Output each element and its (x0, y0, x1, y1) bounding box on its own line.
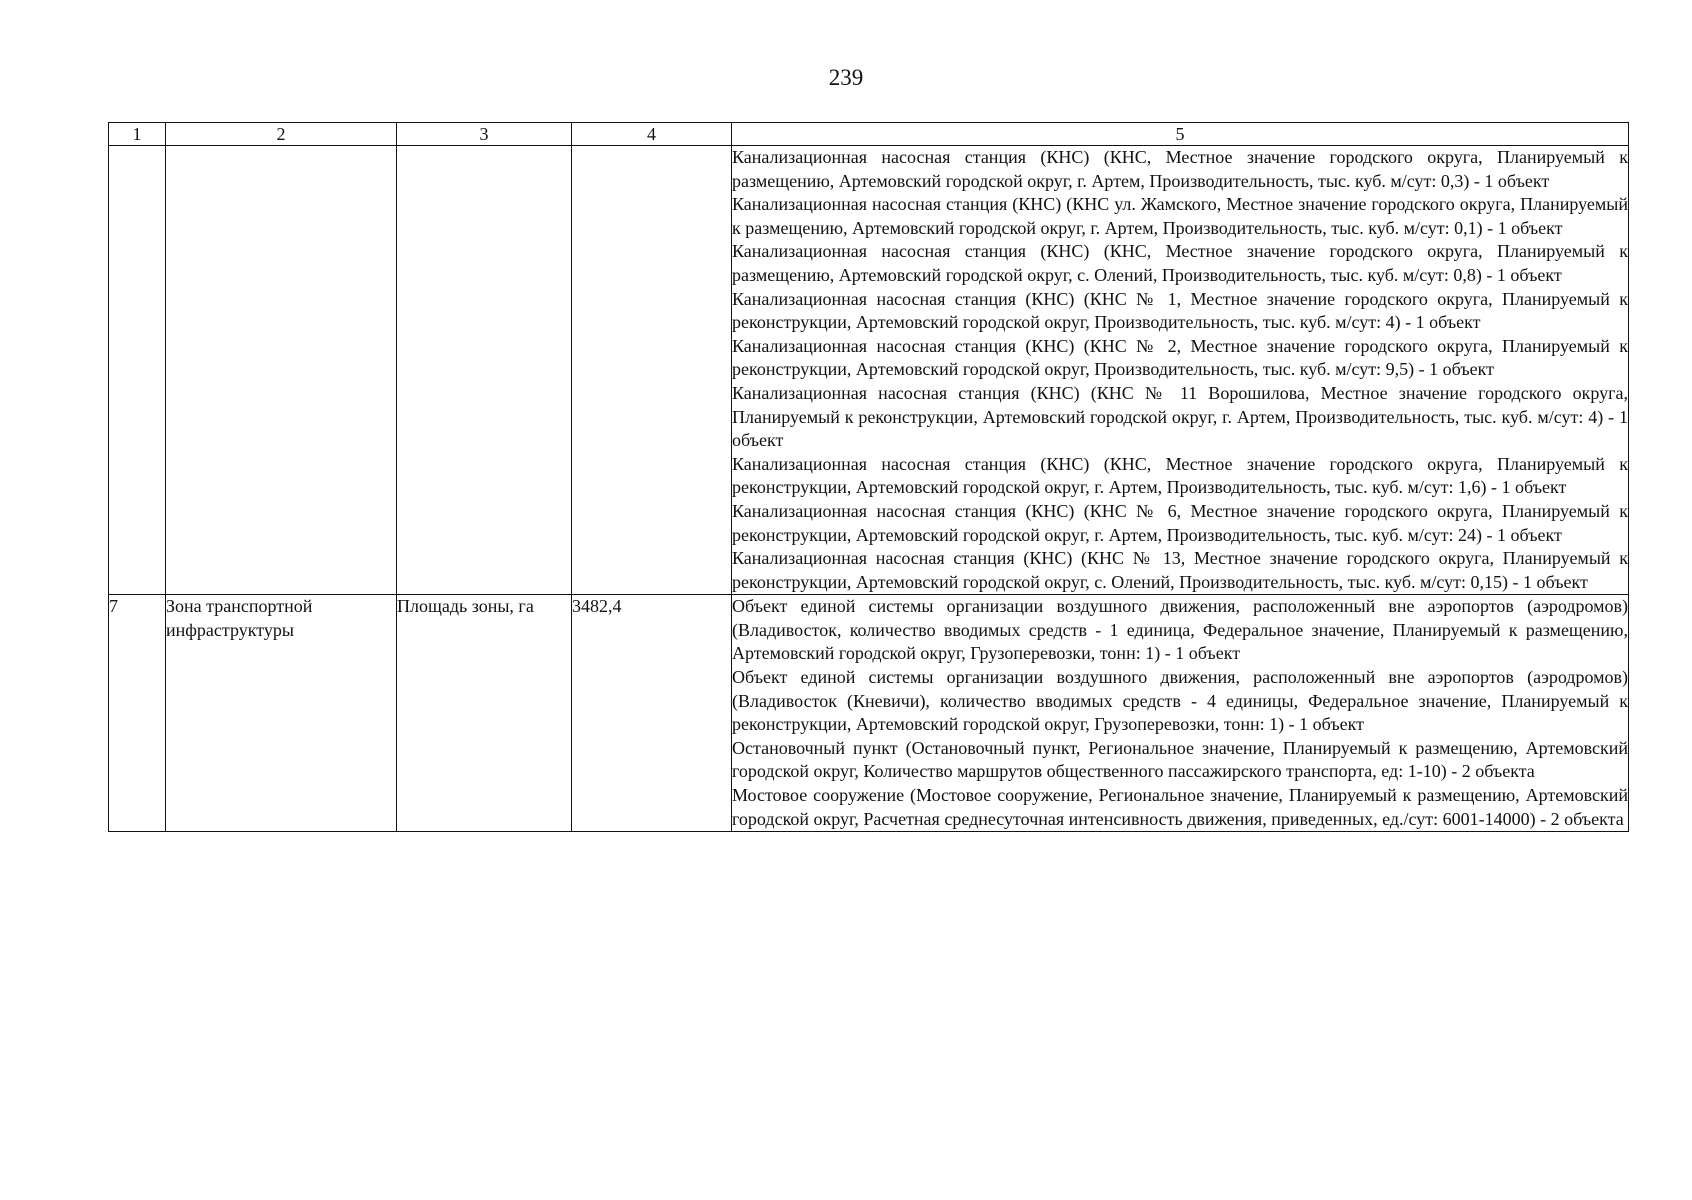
object-entry: Остановочный пункт (Остановочный пункт, Региональное значение, Планируемый к размещению, Артемовский городской округ, Количество маршрутов общественного пассажирского транспорта, ед: 1-10) - 2 объекта (732, 737, 1628, 782)
header-col-5: 5 (732, 123, 1629, 146)
document-table (108, 122, 1629, 832)
row-number-cell (109, 146, 166, 595)
header-col-2: 2 (166, 123, 397, 146)
objects-cell (732, 595, 1629, 832)
object-entry: Мостовое сооружение (Мостовое сооружение, Региональное значение, Планируемый к размещению, Артемовский городской округ, Расчетная среднесуточная интенсивность движения, приведенных, ед./сут: 6001-14000) - 2 объекта (732, 785, 1628, 829)
zone-name-cell: Зона транспортной инфраструктуры (166, 595, 397, 832)
object-entry: Канализационная насосная станция (КНС) (КНС № 6, Местное значение городского округа, Планируемый к реконструкции, Артемовский городской округ, г. Артем, Производительность, тыс. куб. м/сут: 24) - 1 объект (732, 500, 1628, 545)
object-entry: Объект единой системы организации воздушного движения, расположенный вне аэропортов (аэродромов) (Владивосток (Кневичи), количество вводимых средств - 4 единицы, Федеральное значение, Планируемый к реконструкции, Артемовский городской округ, Грузоперевозки, тонн: 1) - 1 объект (732, 667, 1628, 735)
object-entry: Канализационная насосная станция (КНС) (КНС ул. Жамского, Местное значение городского округа, Планируемый к размещению, Артемовский городской округ, г. Артем, Производительность, тыс. куб. м/сут: 0,1) - 1 объект (732, 194, 1628, 238)
parameter-cell: Площадь зоны, га (397, 595, 572, 832)
table-row (109, 595, 1629, 832)
value-cell: 3482,4 (572, 595, 732, 832)
header-row (109, 123, 1629, 146)
object-entry: Объект единой системы организации воздушного движения, расположенный вне аэропортов (аэродромов) (Владивосток, количество вводимых средств - 1 единица, Федеральное значение, Планируемый к размещению, Артемовский городской округ, Грузоперевозки, тонн: 1) - 1 объект (732, 596, 1628, 664)
table-row (109, 146, 1629, 595)
object-entry: Канализационная насосная станция (КНС) (КНС № 13, Местное значение городского округа, Планируемый к реконструкции, Артемовский городской округ, с. Олений, Производительность, тыс. куб. м/сут: 0,15) - 1 объект (732, 548, 1628, 592)
row-number-cell: 7 (109, 595, 166, 832)
header-col-1: 1 (109, 123, 166, 146)
zone-name-cell (166, 146, 397, 595)
header-col-4: 4 (572, 123, 732, 146)
header-col-3: 3 (397, 123, 572, 146)
objects-cell (732, 146, 1629, 595)
object-entry: Канализационная насосная станция (КНС) (КНС № 11 Ворошилова, Местное значение городского округа, Планируемый к реконструкции, Артемовский городской округ, г. Артем, Производительность, тыс. куб. м/сут: 4) - 1 объект (732, 382, 1628, 451)
value-cell (572, 146, 732, 595)
object-entry: Канализационная насосная станция (КНС) (КНС, Местное значение городского округа, Планируемый к размещению, Артемовский городской округ, г. Артем, Производительность, тыс. куб. м/сут: 0,3) - 1 объект (732, 147, 1628, 191)
parameter-cell (397, 146, 572, 595)
table-header (109, 123, 1629, 146)
object-entry: Канализационная насосная станция (КНС) (КНС, Местное значение городского округа, Планируемый к реконструкции, Артемовский городской округ, г. Артем, Производительность, тыс. куб. м/сут: 1,6) - 1 объект (732, 453, 1628, 498)
object-entry: Канализационная насосная станция (КНС) (КНС, Местное значение городского округа, Планируемый к размещению, Артемовский городской округ, с. Олений, Производительность, тыс. куб. м/сут: 0,8) - 1 объект (732, 241, 1628, 285)
object-entry: Канализационная насосная станция (КНС) (КНС № 2, Местное значение городского округа, Планируемый к реконструкции, Артемовский городской округ, Производительность, тыс. куб. м/сут: 9,5) - 1 объект (732, 335, 1628, 380)
table-body (109, 146, 1629, 832)
object-entry: Канализационная насосная станция (КНС) (КНС № 1, Местное значение городского округа, Планируемый к реконструкции, Артемовский городской округ, Производительность, тыс. куб. м/сут: 4) - 1 объект (732, 288, 1628, 333)
page-number: 239 (828, 65, 864, 90)
